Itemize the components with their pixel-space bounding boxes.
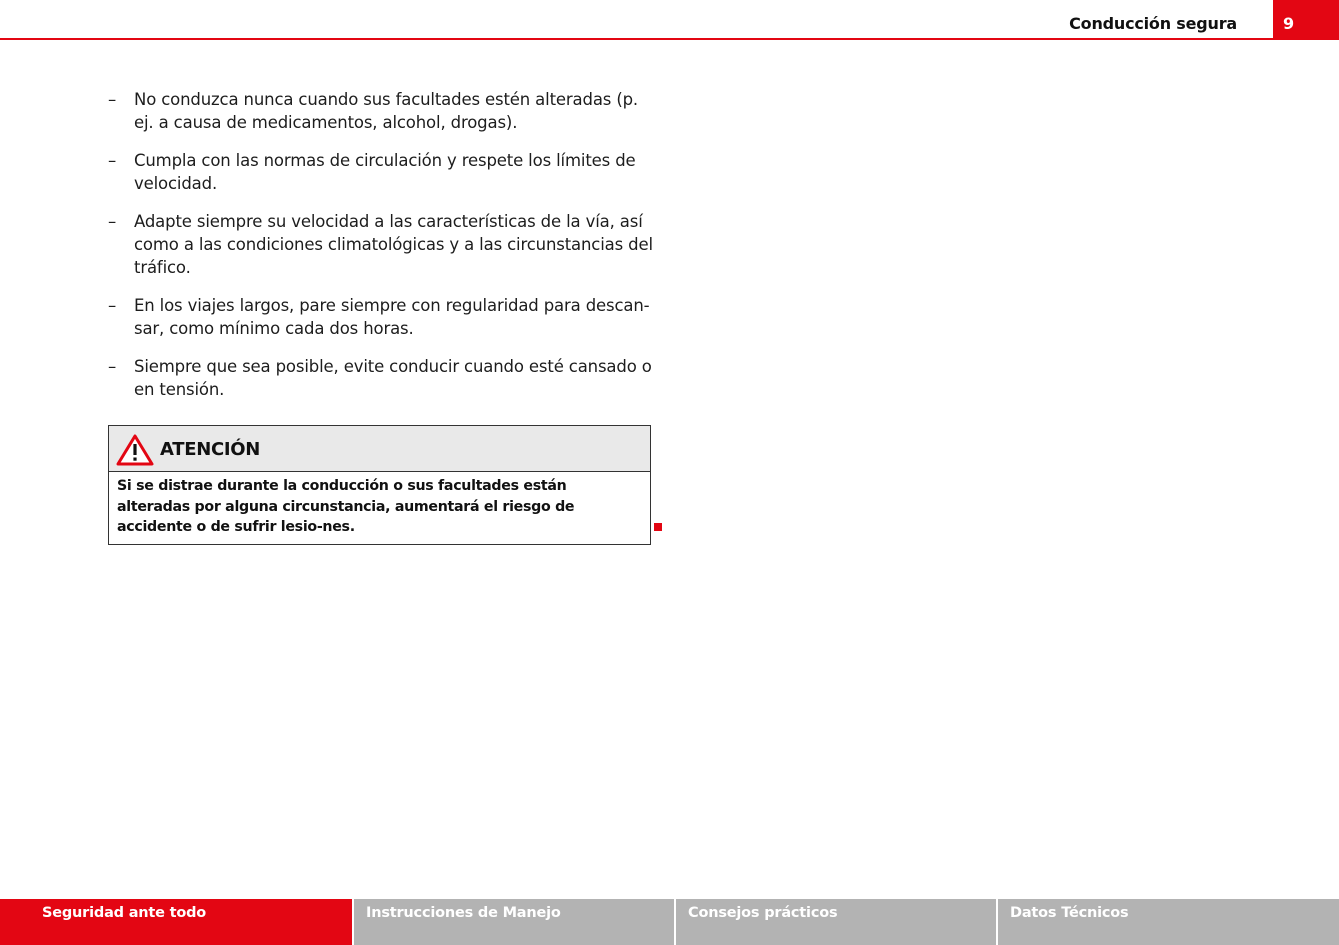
- footer-tab-consejos[interactable]: Consejos prácticos: [676, 899, 996, 945]
- dash-marker: –: [108, 357, 117, 376]
- warning-text: Si se distrae durante la conducción o sus facultades están alteradas por alguna circunstancia, aumentará el riesgo de accidente o de sufrir lesio-nes.: [117, 478, 575, 535]
- warning-triangle-icon: [116, 434, 154, 466]
- main-content: [108, 88, 653, 416]
- footer-nav: [0, 899, 1339, 945]
- warning-header: [109, 426, 650, 472]
- list-item-text: Adapte siempre su velocidad a las características de la vía, así como a las condiciones climatológicas y a las circunstancias del tráfico.: [134, 212, 653, 277]
- warning-box: [108, 425, 651, 545]
- list-item: [108, 149, 653, 195]
- page-number: 9: [1273, 0, 1339, 40]
- list-item-text: Siempre que sea posible, evite conducir cuando esté cansado o en tensión.: [134, 357, 652, 399]
- list-item: [108, 88, 653, 134]
- list-item-text: En los viajes largos, pare siempre con regularidad para descan-sar, como mínimo cada dos horas.: [134, 296, 650, 338]
- list-item-text: Cumpla con las normas de circulación y respete los límites de velocidad.: [134, 151, 636, 193]
- safety-list: [108, 88, 653, 401]
- dash-marker: –: [108, 212, 117, 231]
- header-divider: [0, 38, 1339, 40]
- list-item: [108, 355, 653, 401]
- section-end-marker: [654, 523, 662, 531]
- warning-title: ATENCIÓN: [160, 439, 261, 460]
- footer-tab-seguridad[interactable]: Seguridad ante todo: [0, 899, 352, 945]
- list-item-text: No conduzca nunca cuando sus facultades estén alteradas (p. ej. a causa de medicamentos, alcohol, drogas).: [134, 90, 639, 132]
- footer-tab-instrucciones[interactable]: Instrucciones de Manejo: [354, 899, 674, 945]
- dash-marker: –: [108, 296, 117, 315]
- list-item: [108, 294, 653, 340]
- list-item: [108, 210, 653, 279]
- section-title: Conducción segura: [1069, 14, 1237, 33]
- footer-tab-datos[interactable]: Datos Técnicos: [998, 899, 1339, 945]
- dash-marker: –: [108, 90, 117, 109]
- dash-marker: –: [108, 151, 117, 170]
